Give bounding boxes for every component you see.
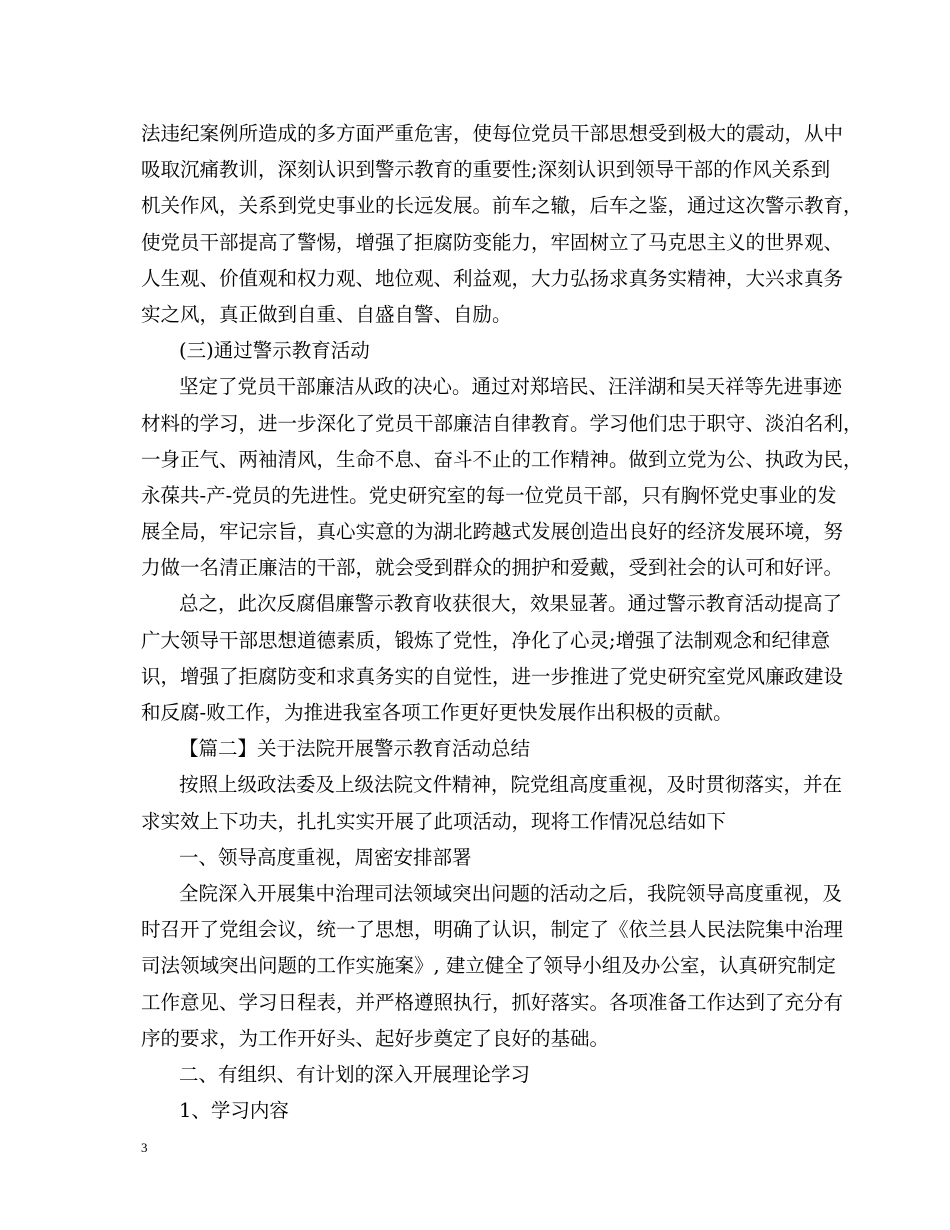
text-line: 机关作风，关系到党史事业的长远发展。前车之辙，后车之鉴，通过这次警示教育， (141, 194, 863, 218)
text-line: 二、有组织、有计划的深入开展理论学习 (179, 1062, 531, 1086)
page-number: 3 (141, 1140, 148, 1155)
text-line: 广大领导干部思想道德素质，锻炼了党性，净化了心灵;增强了法制观念和纪律意 (141, 628, 831, 652)
text-line: 法违纪案例所造成的多方面严重危害，使每位党员干部思想受到极大的震动，从中 (141, 122, 844, 145)
text-line: 全院深入开展集中治理司法领域突出问题的活动之后，我院领导高度重视，及 (179, 881, 843, 905)
text-line: 和反腐-败工作，为推进我室各项工作更好更快发展作出积极的贡献。 (141, 701, 733, 724)
text-line: 展全局，牢记宗旨，真心实意的为湖北跨越式发展创造出良好的经济发展环境，努 (141, 520, 844, 544)
text-line: 按照上级政法委及上级法院文件精神，院党组高度重视，及时贯彻落实，并在 (179, 773, 843, 797)
text-line: 材料的学习，进一步深化了党员干部廉洁自律教育。学习他们忠于职守、淡泊名利， (141, 411, 863, 435)
text-line: 司法领域突出问题的工作实施案》, 建立健全了领导小组及办公室，认真研究制定 (141, 954, 836, 978)
text-line: 实之风，真正做到自重、自盛自警、自励。 (141, 302, 512, 326)
text-line: 【篇二】关于法院开展警示教育活动总结 (179, 737, 531, 761)
text-line: 永葆共-产-党员的先进性。党史研究室的每一位党员干部，只有胸怀党史事业的发 (141, 483, 837, 507)
text-line: 识，增强了拒腐防变和求真务实的自觉性，进一步推进了党史研究室党风廉政建设 (141, 664, 844, 688)
text-line: 求实效上下功夫，扎扎实实开展了此项活动，现将工作情况总结如下 (141, 809, 727, 833)
text-line: 总之，此次反腐倡廉警示教育收获很大，效果显著。通过警示教育活动提高了 (179, 592, 843, 616)
text-line: 吸取沉痛教训，深刻认识到警示教育的重要性;深刻认识到领导干部的作风关系到 (141, 158, 831, 182)
text-line: 力做一名清正廉洁的干部，就会受到群众的拥护和爱戴，受到社会的认可和好评。 (141, 556, 844, 580)
text-line: (三)通过警示教育活动 (179, 339, 370, 363)
text-line: 序的要求，为工作开好头、起好步奠定了良好的基础。 (141, 1026, 610, 1050)
text-line: 一、领导高度重视，周密安排部署 (179, 845, 472, 869)
text-line: 使党员干部提高了警惕，增强了拒腐防变能力，牢固树立了马克思主义的世界观、 (141, 230, 844, 254)
text-line: 人生观、价值观和权力观、地位观、利益观，大力弘扬求真务实精神，大兴求真务 (141, 266, 844, 290)
text-line: 坚定了党员干部廉洁从政的决心。通过对郑培民、汪洋湖和吴天祥等先进事迹 (179, 375, 843, 399)
text-line: 1、学习内容 (179, 1099, 289, 1123)
text-line: 时召开了党组会议，统一了思想，明确了认识，制定了《依兰县人民法院集中治理 (141, 918, 844, 942)
text-line: 一身正气、两袖清风，生命不息、奋斗不止的工作精神。做到立党为公、执政为民， (141, 447, 863, 471)
document-body (141, 116, 863, 1129)
text-line: 工作意见、学习日程表，并严格遵照执行，抓好落实。各项准备工作达到了充分有 (141, 990, 844, 1014)
